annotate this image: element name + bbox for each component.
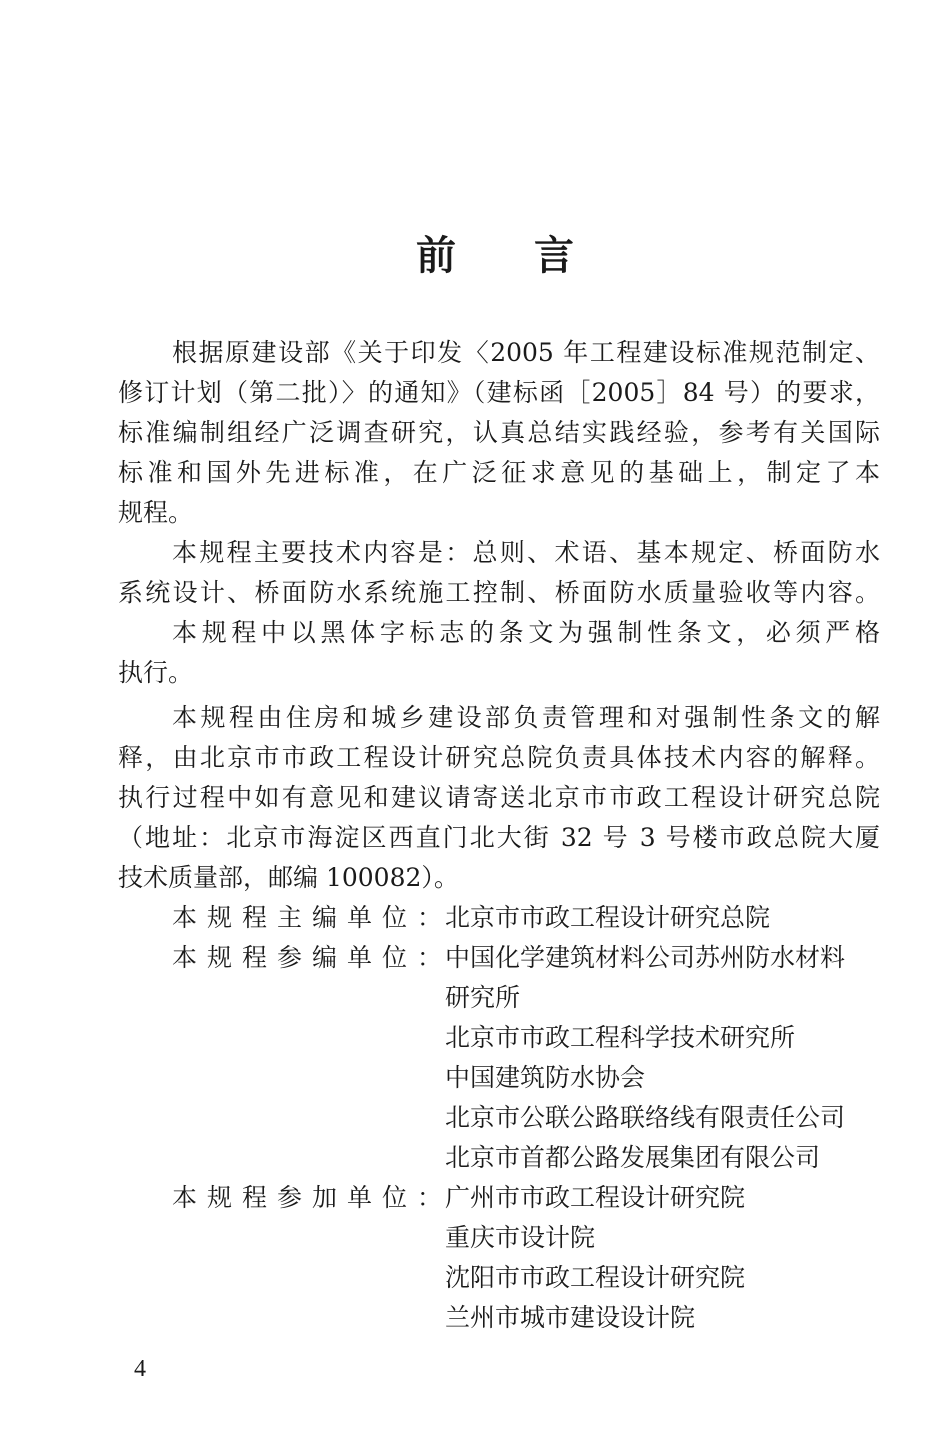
co-unit-label: 本规程参编单位：	[172, 943, 442, 972]
co-unit: 中国建筑防水协会	[445, 1063, 646, 1092]
page-number: 4	[134, 1356, 146, 1382]
paragraph-line: 技术质量部，邮编 100082）。	[118, 863, 459, 892]
participating-unit-label: 本规程参加单位：	[172, 1183, 442, 1212]
paragraph-line: 系统设计、桥面防水系统施工控制、桥面防水质量验收等内容。	[118, 578, 880, 607]
co-unit: 北京市首都公路发展集团有限公司	[445, 1143, 821, 1172]
paragraph-line: 标准编制组经广泛调查研究，认真总结实践经验，参考有关国际	[118, 418, 880, 447]
co-unit: 中国化学建筑材料公司苏州防水材料	[445, 943, 846, 972]
paragraph-line: 规程。	[118, 498, 194, 527]
participating-unit: 重庆市设计院	[445, 1223, 596, 1252]
paragraph-line: （地址：北京市海淀区西直门北大街 32 号 3 号楼市政总院大厦	[118, 823, 880, 852]
chief-unit: 北京市市政工程设计研究总院	[445, 903, 771, 932]
chief-unit-label: 本规程主编单位：	[172, 903, 442, 932]
co-unit: 北京市公联公路联络线有限责任公司	[445, 1103, 846, 1132]
paragraph-line: 本规程由住房和城乡建设部负责管理和对强制性条文的解	[172, 703, 880, 732]
paragraph-line: 根据原建设部《关于印发〈2005 年工程建设标准规范制定、	[172, 338, 880, 367]
participating-unit: 沈阳市市政工程设计研究院	[445, 1263, 746, 1292]
paragraph-line: 执行。	[118, 658, 194, 687]
paragraph-line: 本规程中以黑体字标志的条文为强制性条文，必须严格	[172, 618, 880, 647]
participating-unit: 广州市市政工程设计研究院	[445, 1183, 746, 1212]
paragraph-line: 释，由北京市市政工程设计研究总院负责具体技术内容的解释。	[118, 743, 880, 772]
paragraph-line: 本规程主要技术内容是：总则、术语、基本规定、桥面防水	[172, 538, 880, 567]
paragraph-line: 执行过程中如有意见和建议请寄送北京市市政工程设计研究总院	[118, 783, 880, 812]
paragraph-line: 标准和国外先进标准，在广泛征求意见的基础上，制定了本	[118, 458, 880, 487]
paragraph-line: 修订计划（第二批）〉的通知》（建标函［2005］84 号）的要求，	[118, 378, 880, 407]
title-char: 言	[534, 232, 574, 279]
participating-unit: 兰州市城市建设设计院	[445, 1303, 696, 1332]
co-unit: 北京市市政工程科学技术研究所	[445, 1023, 796, 1052]
page-title	[0, 228, 950, 284]
co-unit: 研究所	[445, 983, 521, 1012]
title-char: 前	[416, 232, 456, 279]
